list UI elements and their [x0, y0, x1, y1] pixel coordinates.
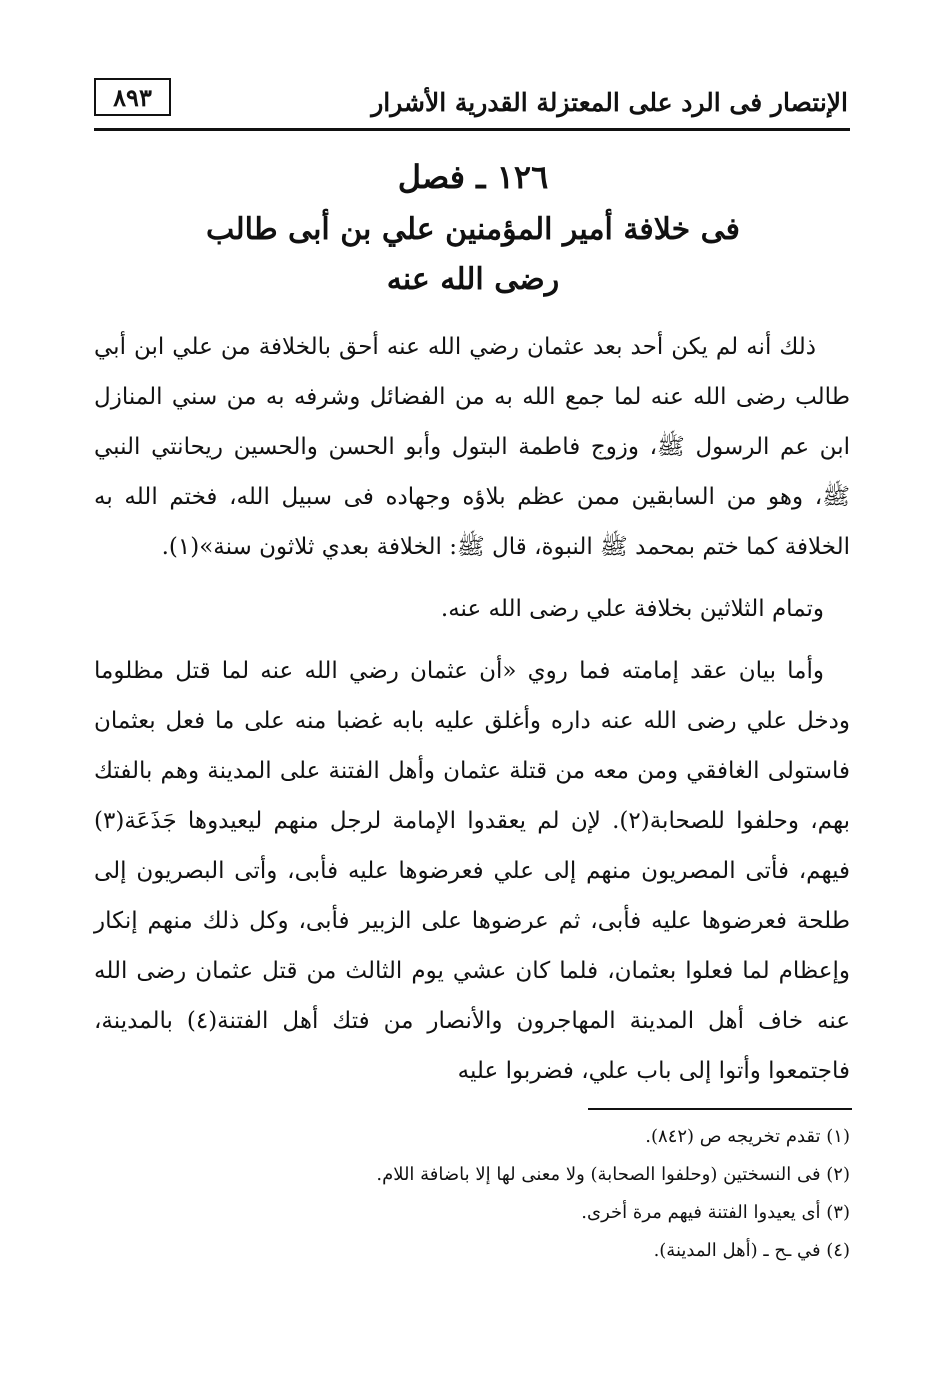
chapter-heading-line-1: فى خلافة أمير المؤمنين علي بن أبى طالب — [206, 212, 740, 247]
footnote-1: (١) تقدم تخريجه ص (٨٤٢). — [645, 1126, 850, 1147]
page-number: ٨٩٣ — [113, 82, 152, 112]
paragraph-3: وأما بيان عقد إمامته فما روي «أن عثمان رضي الله عنه لما قتل مظلوما ودخل علي رضى الله عنه داره وأغلق عليه بابه غضبا منه على ما فعل بعثمان فاستولى الغافقي ومن معه من قتلة عثمان وأهل الفتنة على المدينة وهم بالفتك بهم، وحلفوا للصحابة(٢). لإن لم يعقدوا الإمامة لرجل منهم ليعيدوها جَذَعَة(٣) فيهم، فأتى المصريون منهم إلى علي فعرضوها عليه فأبى، وأتى البصريون إلى طلحة فعرضوها عليه فأبى، ثم عرضوها على الزبير فأبى، وكل ذلك منهم إنكار وإعظام لما فعلوا بعثمان، فلما كان عشي يوم الثالث من قتل عثمان رضى الله عنه خاف أهل المدينة المهاجرون والأنصار من فتك أهل الفتنة(٤) بالمدينة، فاجتمعوا وأتوا إلى باب علي، فضربوا عليه — [94, 658, 851, 1084]
page-number-box — [94, 78, 171, 116]
paragraph-2: وتمام الثلاثين بخلافة علي رضى الله عنه. — [440, 596, 824, 622]
running-header-title: الإنتصار فى الرد على المعتزلة القدرية الأشرار — [371, 88, 848, 117]
footnote-2: (٢) فى النسختين (وحلفوا الصحابة) ولا معنى لها إلا باضافة اللام. — [376, 1164, 850, 1185]
chapter-heading-line-2: رضى الله عنه — [386, 262, 560, 297]
footnote-separator — [588, 1108, 852, 1110]
footnote-4: (٤) في ـح ـ (أهل المدينة). — [653, 1240, 850, 1261]
header-rule — [94, 128, 850, 131]
paragraph-1: ذلك أنه لم يكن أحد بعد عثمان رضي الله عنه أحق بالخلافة من علي ابن أبي طالب رضى الله عنه لما جمع الله به من الفضائل وشرفه به من سني المنازل ابن عم الرسول ﷺ، وزوج فاطمة البتول وأبو الحسن والحسين ريحانتي النبي ﷺ، وهو من السابقين ممن عظم بلاؤه وجهاده فى سبيل الله، فختم الله به الخلافة كما ختم بمحمد ﷺ النبوة، قال ﷺ: الخلافة بعدي ثلاثون سنة»(١). — [94, 334, 850, 560]
body-text — [94, 322, 850, 1108]
section-title: ١٢٦ ـ فصل — [397, 158, 549, 196]
footnote-3: (٣) أى يعيدوا الفتنة فيهم مرة أخرى. — [581, 1202, 850, 1223]
footnotes — [94, 1118, 850, 1270]
